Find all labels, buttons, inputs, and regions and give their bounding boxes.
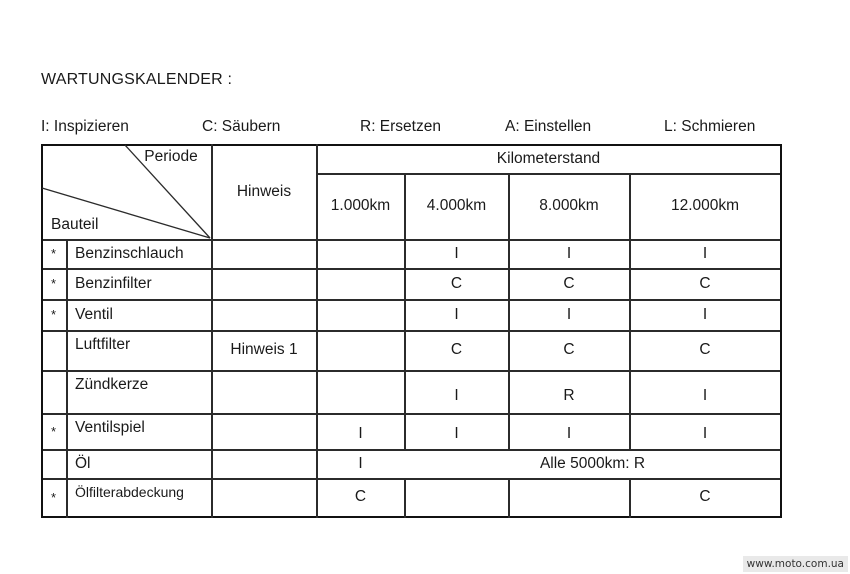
table-border-right: [780, 144, 782, 518]
row-star: *: [50, 276, 57, 291]
hinweis-header: Hinweis: [236, 182, 292, 200]
km-cell: I: [358, 425, 363, 442]
part-name: Benzinschlauch: [75, 244, 184, 262]
page-title: WARTUNGSKALENDER :: [41, 71, 233, 88]
row-star: *: [50, 423, 57, 439]
km-cell: C: [563, 341, 575, 358]
legend-schmieren: L: Schmieren: [664, 118, 756, 135]
km-cell: I: [566, 425, 572, 442]
table-rule: [508, 478, 510, 518]
km-cell: C: [699, 274, 711, 292]
km-cell: I: [454, 305, 459, 323]
row-star: *: [50, 246, 57, 261]
km-cell: I: [454, 425, 459, 442]
part-name: Zündkerze: [75, 376, 149, 393]
km-cell: I: [702, 305, 708, 323]
km-cell: C: [450, 274, 463, 292]
km-cell: R: [563, 386, 575, 404]
km-cell: I: [566, 305, 572, 323]
legend-inspizieren: I: Inspizieren: [41, 118, 129, 135]
legend-saeubern: C: Säubern: [202, 118, 281, 135]
km-header-8000: 8.000km: [539, 197, 599, 214]
legend-ersetzen: R: Ersetzen: [360, 118, 441, 135]
part-name: Ölfilterabdeckung: [75, 484, 184, 500]
table-border-bottom: [41, 516, 782, 518]
bauteil-label: Bauteil: [51, 216, 99, 233]
periode-label: Periode: [144, 148, 198, 165]
km-cell: I: [702, 386, 708, 404]
km-cell: C: [354, 488, 367, 505]
legend-einstellen: A: Einstellen: [505, 118, 592, 135]
table-rule: [404, 478, 406, 518]
km-header-1000: 1.000km: [330, 197, 391, 214]
row-star: *: [50, 489, 57, 505]
km-cell: I: [702, 425, 708, 442]
hinweis-cell: Hinweis 1: [230, 341, 298, 358]
km-cell: I: [566, 244, 572, 262]
km-cell: I: [358, 454, 363, 472]
merged-note: Alle 5000km: R: [539, 454, 646, 472]
km-cell: I: [454, 244, 459, 262]
km-header-12000: 12.000km: [670, 197, 740, 214]
km-cell: C: [699, 488, 711, 505]
kilometerstand-header: Kilometerstand: [496, 149, 601, 167]
km-cell: I: [454, 386, 459, 404]
part-name: Ventilspiel: [75, 419, 145, 436]
km-cell: C: [563, 274, 575, 292]
km-cell: C: [450, 341, 463, 358]
row-star: *: [50, 307, 57, 322]
maintenance-table: [41, 144, 782, 518]
watermark: www.moto.com.ua: [743, 556, 848, 572]
part-name: Öl: [75, 454, 91, 472]
part-name: Ventil: [75, 305, 113, 323]
part-name: Luftfilter: [75, 336, 131, 353]
table-rule: [66, 239, 68, 518]
part-name: Benzinfilter: [75, 274, 152, 292]
km-cell: C: [699, 341, 711, 358]
km-header-4000: 4.000km: [426, 197, 487, 214]
km-cell: I: [702, 244, 708, 262]
